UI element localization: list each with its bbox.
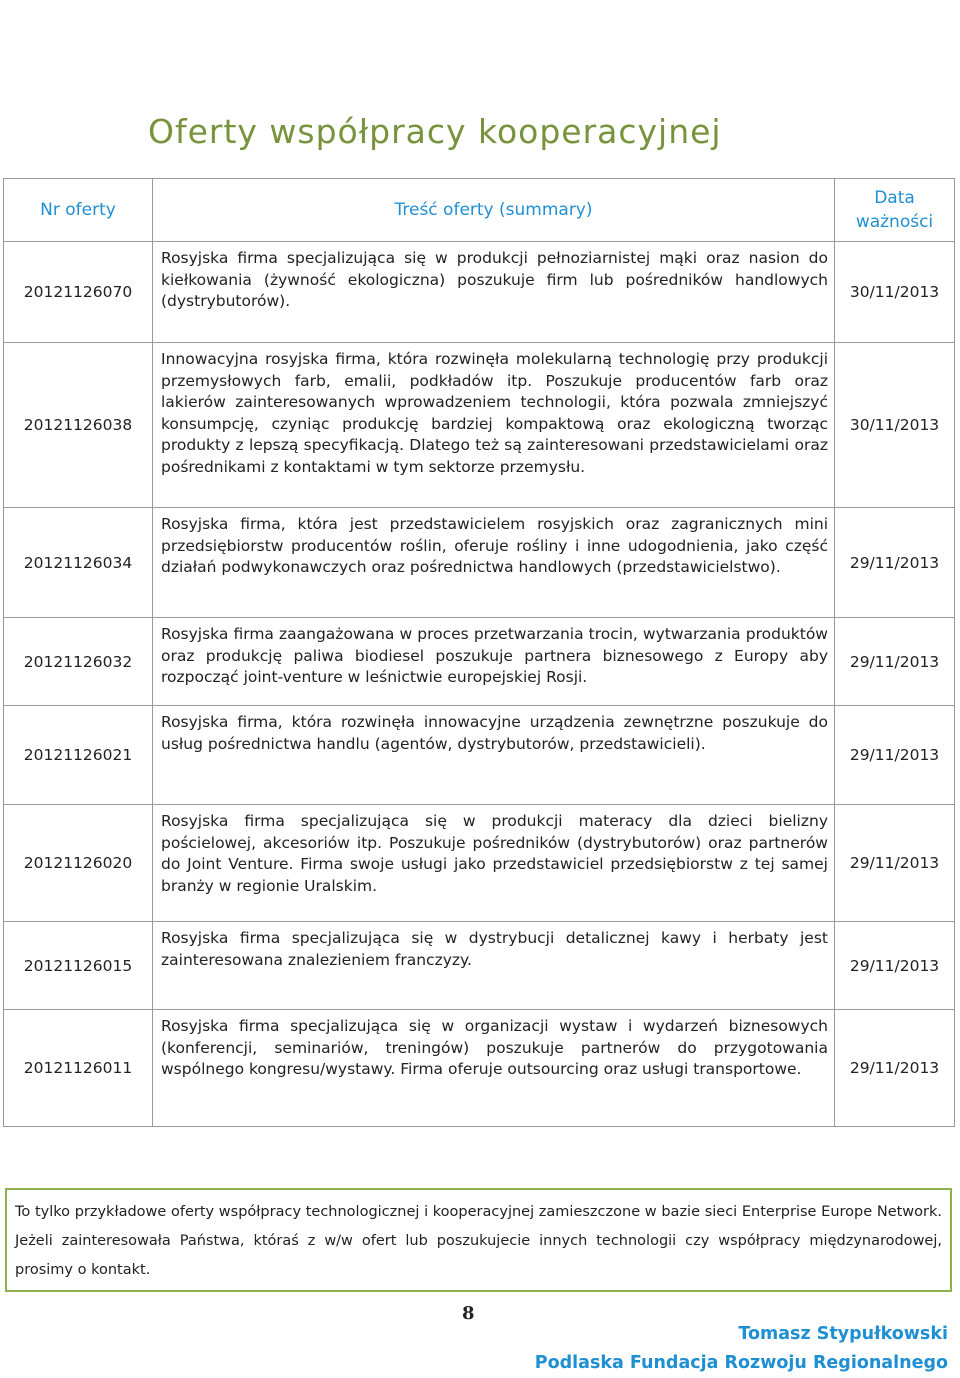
offer-number: 20121126020 [4, 805, 153, 922]
table-row [4, 508, 955, 618]
header-validity-line1: Data [874, 188, 915, 208]
header-summary: Treść oferty (summary) [153, 179, 835, 242]
offer-number: 20121126015 [4, 922, 153, 1010]
offer-number: 20121126021 [4, 706, 153, 805]
offer-validity-date: 29/11/2013 [835, 618, 955, 706]
offer-summary: Rosyjska firma zaangażowana w proces przetwarzania trocin, wytwarzania produktów oraz produkcję paliwa biodiesel poszukuje partnera biznesowego z Europy aby rozpocząć joint-venture w leśnictwie europejskiej Rosji. [153, 618, 835, 706]
offer-summary: Rosyjska firma, która rozwinęła innowacyjne urządzenia zewnętrzne poszukuje do usług pośrednictwa handlu (agentów, dystrybutorów, przedstawicieli). [153, 706, 835, 805]
table-row [4, 242, 955, 343]
author-block [535, 1320, 948, 1378]
offer-number: 20121126032 [4, 618, 153, 706]
header-validity-date [835, 179, 955, 242]
offer-validity-date: 29/11/2013 [835, 706, 955, 805]
offer-number: 20121126034 [4, 508, 153, 618]
offer-number: 20121126038 [4, 343, 153, 508]
offer-summary: Rosyjska firma, która jest przedstawicielem rosyjskich oraz zagranicznych mini przedsiębiorstw producentów roślin, oferuje rośliny i inne udogodnienia, jako część działań podwykonawczych oraz pośrednictwa handlowych (przedstawicielstwo). [153, 508, 835, 618]
table-row [4, 343, 955, 508]
header-validity-line2: ważności [855, 212, 934, 232]
table-row [4, 1010, 955, 1127]
offer-summary: Rosyjska firma specjalizująca się w organizacji wystaw i wydarzeń biznesowych (konferencji, seminariów, treningów) poszukuje partnerów do przygotowania wspólnego kongresu/wystawy. Firma oferuje outsourcing oraz usługi transportowe. [153, 1010, 835, 1127]
table-row [4, 922, 955, 1010]
offer-summary: Innowacyjna rosyjska firma, która rozwinęła molekularną technologię przy produkcji przemysłowych farb, emalii, podkładów itp. Poszukuje producentów farb oraz lakierów zainteresowanych wprowadzeniem technologii, która pozwala zmniejszyć konsumpcję, czyniąc produkcję bardziej kompaktową oraz ekologiczną tworząc produkty z lepszą specyfikacją. Dlatego też są zainteresowani przedstawicielami oraz pośrednikami z kontaktami w tym sektorze przemysłu. [153, 343, 835, 508]
offer-summary: Rosyjska firma specjalizująca się w dystrybucji detalicznej kawy i herbaty jest zainteresowana znalezieniem franczyzy. [153, 922, 835, 1010]
offer-validity-date: 29/11/2013 [835, 508, 955, 618]
offer-validity-date: 29/11/2013 [835, 922, 955, 1010]
table-header-row [4, 179, 955, 242]
offer-summary: Rosyjska firma specjalizująca się w produkcji materacy dla dzieci bielizny pościelowej, akcesoriów itp. Poszukuje pośredników (dystrybutorów) oraz partnerów do Joint Venture. Firma swoje usługi jako przedstawiciel przedsiębiorstw z tej samej branży w regionie Uralskim. [153, 805, 835, 922]
offer-validity-date: 29/11/2013 [835, 1010, 955, 1127]
table-row [4, 706, 955, 805]
offer-summary: Rosyjska firma specjalizująca się w produkcji pełnoziarnistej mąki oraz nasion do kiełkowania (żywność ekologiczna) poszukuje firm lub pośredników handlowych (dystrybutorów). [153, 242, 835, 343]
contact-note-text: To tylko przykładowe oferty współpracy technologicznej i kooperacyjnej zamieszczone w bazie sieci Enterprise Europe Network. Jeżeli zainteresowała Państwa, któraś z w/w ofert lub poszukujecie innych technologii czy współpracy międzynarodowej, prosimy o kontakt. [15, 1204, 942, 1278]
table-row [4, 805, 955, 922]
author-organization: Podlaska Fundacja Rozwoju Regionalnego [534, 1353, 948, 1373]
author-name: Tomasz Stypułkowski [738, 1324, 948, 1344]
header-offer-number: Nr oferty [4, 179, 153, 242]
page-number: 8 [462, 1303, 475, 1324]
table-row [4, 618, 955, 706]
offer-validity-date: 30/11/2013 [835, 343, 955, 508]
page-title: Oferty współpracy kooperacyjnej [148, 112, 722, 151]
offer-number: 20121126070 [4, 242, 153, 343]
offer-validity-date: 30/11/2013 [835, 242, 955, 343]
offer-validity-date: 29/11/2013 [835, 805, 955, 922]
offers-table [3, 178, 955, 1127]
contact-note-box [5, 1188, 952, 1292]
offer-number: 20121126011 [4, 1010, 153, 1127]
